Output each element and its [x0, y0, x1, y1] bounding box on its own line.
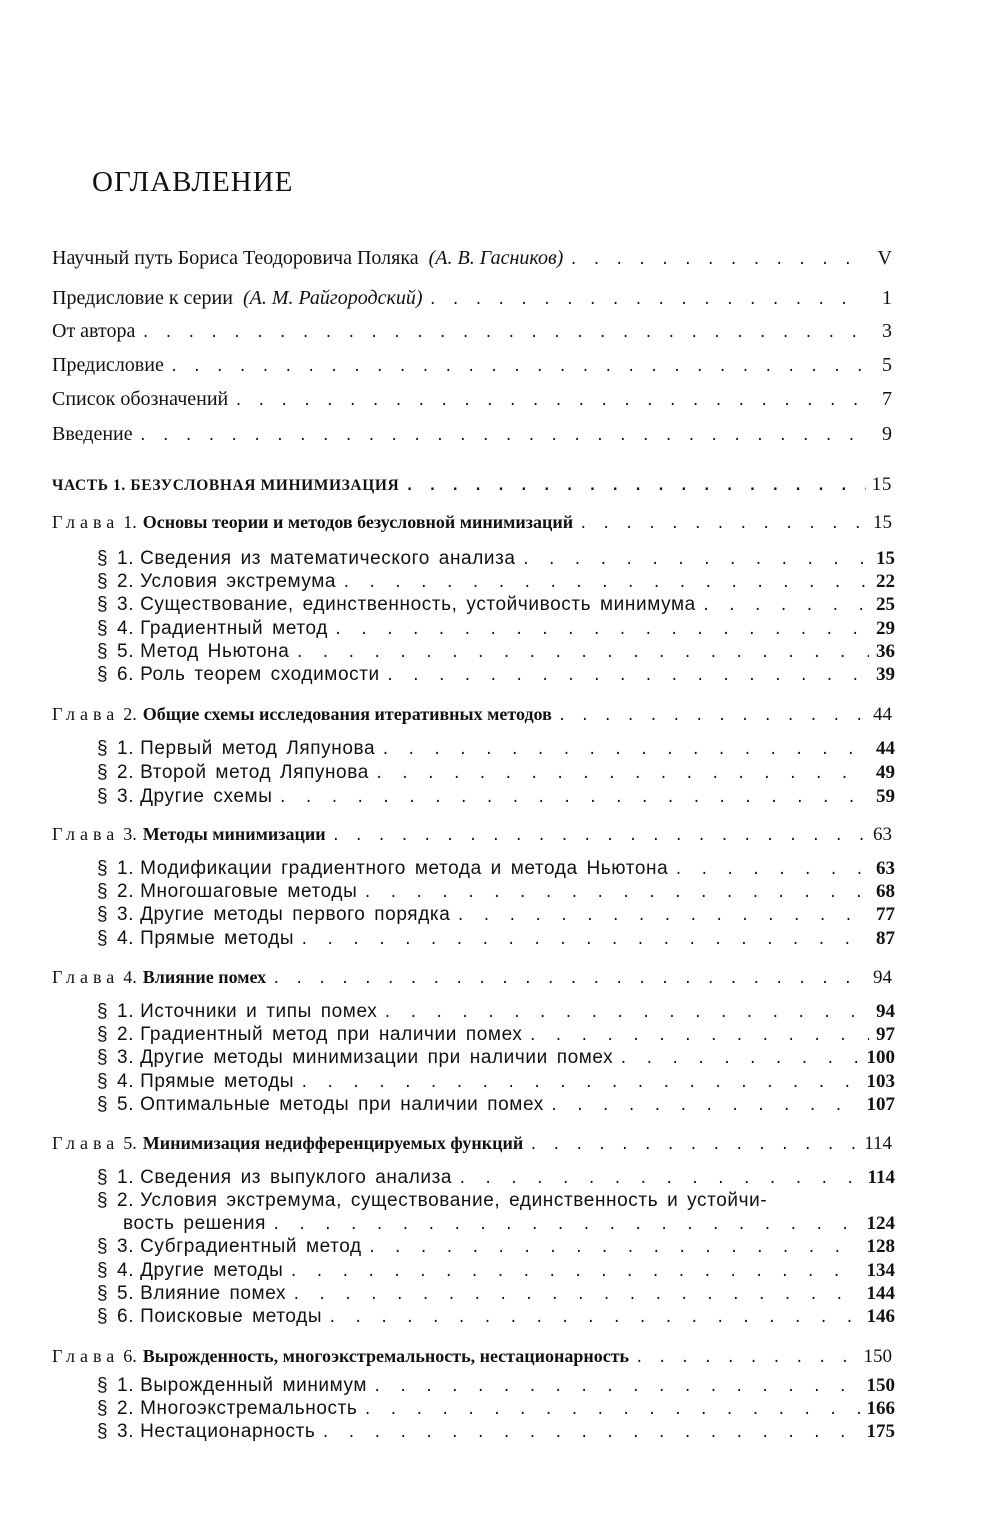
- chapter-label: Глава: [52, 824, 120, 844]
- toc-section: [97, 762, 895, 784]
- dot-leader: [375, 766, 869, 782]
- section-number: § 2.: [97, 1190, 135, 1211]
- dot-leader: [334, 622, 869, 638]
- dot-leader: [141, 325, 866, 341]
- dot-leader: [579, 516, 866, 532]
- dot-leader: [428, 292, 866, 308]
- section-number: § 1.: [97, 1167, 135, 1188]
- toc-chapter: [52, 967, 892, 989]
- toc-section-continuation: [97, 1213, 895, 1235]
- chapter-title: Основы теории и методов безусловной минимизаций: [142, 512, 574, 532]
- chapter-number: 6.: [123, 1346, 137, 1366]
- part-title: ЧАСТЬ 1. БЕЗУСЛОВНАЯ МИНИМИЗАЦИЯ: [52, 477, 400, 494]
- toc-entry: [52, 354, 892, 377]
- section-number: § 4.: [97, 618, 135, 639]
- toc-entry: [52, 423, 892, 446]
- toc-section: [97, 594, 895, 616]
- dot-leader: [674, 862, 869, 878]
- dot-leader: [272, 971, 866, 987]
- section-title: Другие методы: [140, 1260, 284, 1281]
- dot-leader: [321, 1425, 860, 1441]
- section-title: Роль теорем сходимости: [140, 664, 380, 685]
- chapter-label: Глава: [52, 512, 120, 532]
- toc-section: [97, 786, 895, 808]
- section-title: Сведения из математического анализа: [140, 548, 516, 569]
- toc-section: [97, 618, 895, 640]
- dot-leader: [405, 478, 865, 494]
- page-number: 68: [876, 881, 895, 902]
- toc-section: [97, 1190, 895, 1212]
- dot-leader: [278, 790, 869, 806]
- page-number: 39: [876, 664, 895, 685]
- dot-leader: [139, 428, 866, 444]
- dot-leader: [272, 1217, 861, 1233]
- section-number: § 1.: [97, 1375, 135, 1396]
- page-number: 146: [866, 1306, 895, 1327]
- chapter-number: 3.: [123, 824, 137, 844]
- section-number: § 6.: [97, 664, 135, 685]
- section-number: § 3.: [97, 904, 135, 925]
- section-number: § 1.: [97, 1001, 135, 1022]
- section-title-continuation: вость решения: [123, 1213, 266, 1234]
- section-number: § 3.: [97, 594, 135, 615]
- page-number: 114: [867, 1167, 895, 1188]
- page-number: 144: [866, 1283, 895, 1304]
- section-title: Прямые методы: [140, 1071, 295, 1092]
- section-title: Существование, единственность, устойчивость минимума: [140, 594, 696, 615]
- toc-section: [97, 571, 895, 593]
- chapter-label: Глава: [52, 967, 120, 987]
- page-number: 166: [866, 1398, 895, 1419]
- page-number: 175: [866, 1421, 895, 1442]
- chapter-number: 4.: [123, 967, 137, 987]
- section-number: § 5.: [97, 1094, 135, 1115]
- section-title: Нестационарность: [140, 1421, 316, 1442]
- dot-leader: [702, 598, 869, 614]
- dot-leader: [342, 575, 869, 591]
- section-number: § 1.: [97, 548, 135, 569]
- page-number: 63: [876, 858, 895, 879]
- entry-title: Предисловие к серии: [52, 287, 233, 309]
- toc-section: [97, 904, 895, 926]
- section-title: Второй метод Ляпунова: [140, 762, 369, 783]
- page-number: 59: [876, 786, 895, 807]
- page-number: 29: [876, 618, 895, 639]
- section-number: § 2.: [97, 881, 135, 902]
- section-number: § 4.: [97, 928, 135, 949]
- toc-section: [97, 1398, 895, 1420]
- toc-section: [97, 1375, 895, 1397]
- dot-leader: [363, 1402, 860, 1418]
- section-number: § 3.: [97, 1421, 135, 1442]
- page-number: 134: [866, 1260, 895, 1281]
- dot-leader: [300, 1075, 860, 1091]
- section-number: § 2.: [97, 1024, 135, 1045]
- dot-leader: [458, 1171, 861, 1187]
- dot-leader: [332, 828, 866, 844]
- page-number: 22: [876, 571, 895, 592]
- section-number: § 3.: [97, 1047, 135, 1068]
- toc-chapter: [52, 1346, 892, 1368]
- toc-section: [97, 1167, 895, 1189]
- dot-leader: [635, 1350, 857, 1366]
- chapter-number: 5.: [123, 1133, 137, 1153]
- toc-entry: [52, 388, 892, 411]
- chapter-title: Общие схемы исследования итеративных методов: [142, 704, 552, 724]
- toc-section: [97, 1306, 895, 1328]
- page-number: V: [877, 247, 892, 269]
- page-number: 94: [876, 1001, 895, 1022]
- toc-section: [97, 1024, 895, 1046]
- entry-author: (А. В. Гасников): [428, 247, 564, 269]
- section-title: Источники и типы помех: [140, 1001, 378, 1022]
- chapter-title: Методы минимизации: [142, 824, 326, 844]
- section-title: Поисковые методы: [140, 1306, 323, 1327]
- section-title: Вырожденный минимум: [140, 1375, 368, 1396]
- chapter-number: 2.: [123, 704, 137, 724]
- section-title: Градиентный метод: [140, 618, 328, 639]
- dot-leader: [170, 359, 866, 375]
- section-title: Условия экстремума: [140, 571, 337, 592]
- page-number: 150: [866, 1375, 895, 1396]
- toc-section: [97, 548, 895, 570]
- section-title: Метод Ньютона: [140, 641, 290, 662]
- entry-title: Введение: [52, 423, 133, 445]
- page-number: 150: [863, 1346, 892, 1367]
- dot-leader: [522, 552, 869, 568]
- chapter-label: Глава: [52, 1133, 120, 1153]
- toc-section: [97, 664, 895, 686]
- page-number: 44: [876, 738, 895, 759]
- page-number: 114: [864, 1133, 892, 1154]
- section-number: § 6.: [97, 1306, 135, 1327]
- chapter-number: 1.: [123, 512, 137, 532]
- section-number: § 3.: [97, 786, 135, 807]
- page-number: 7: [882, 388, 892, 410]
- page-number: 97: [876, 1024, 895, 1045]
- toc-section: [97, 881, 895, 903]
- dot-leader: [368, 1240, 861, 1256]
- toc-section: [97, 1260, 895, 1282]
- page-number: 100: [866, 1047, 895, 1068]
- section-number: § 4.: [97, 1260, 135, 1281]
- section-number: § 2.: [97, 571, 135, 592]
- section-title: Многоэкстремальность: [140, 1398, 358, 1419]
- chapter-title: Влияние помех: [142, 967, 267, 987]
- page-number: 5: [882, 354, 892, 376]
- section-number: § 1.: [97, 738, 135, 759]
- entry-author: (А. М. Райгородский): [242, 287, 423, 309]
- toc-title: ОГЛАВЛЕНИЕ: [92, 166, 294, 198]
- toc-entry: [52, 287, 892, 310]
- entry-title: Предисловие: [52, 354, 164, 376]
- page-number: 3: [882, 320, 892, 342]
- dot-leader: [328, 1310, 860, 1326]
- toc-section: [97, 1094, 895, 1116]
- toc-section: [97, 738, 895, 760]
- entry-title: Научный путь Бориса Теодоровича Поляка: [52, 247, 419, 269]
- page-number: 49: [876, 762, 895, 783]
- page-number: 87: [876, 928, 895, 949]
- section-title: Влияние помех: [140, 1283, 287, 1304]
- dot-leader: [569, 252, 866, 268]
- toc-section: [97, 1421, 895, 1443]
- page-number: 77: [876, 904, 895, 925]
- section-title: Многошаговые методы: [140, 881, 358, 902]
- page-number: 15: [876, 548, 895, 569]
- page-number: 124: [866, 1213, 895, 1234]
- dot-leader: [456, 908, 869, 924]
- section-title: Сведения из выпуклого анализа: [140, 1167, 453, 1188]
- toc-section: [97, 858, 895, 880]
- toc-section: [97, 1283, 895, 1305]
- section-number: § 5.: [97, 641, 135, 662]
- section-line: [97, 1190, 895, 1212]
- section-number: § 3.: [97, 1236, 135, 1257]
- section-title: Другие схемы: [140, 786, 273, 807]
- toc-section: [97, 1236, 895, 1258]
- section-number: § 5.: [97, 1283, 135, 1304]
- entry-title: Список обозначений: [52, 388, 229, 410]
- dot-leader: [529, 1137, 858, 1153]
- section-number: § 2.: [97, 762, 135, 783]
- dot-leader: [381, 742, 869, 758]
- dot-leader: [373, 1379, 860, 1395]
- section-title: Первый метод Ляпунова: [140, 738, 376, 759]
- chapter-title: Минимизация недифференцируемых функций: [142, 1133, 524, 1153]
- section-title: Субградиентный метод: [140, 1236, 362, 1257]
- toc-section: [97, 1071, 895, 1093]
- toc-chapter: [52, 1133, 892, 1155]
- dot-leader: [528, 1028, 869, 1044]
- chapter-label: Глава: [52, 1346, 120, 1366]
- toc-section: [97, 1001, 895, 1023]
- dot-leader: [363, 885, 869, 901]
- dot-leader: [292, 1287, 860, 1303]
- section-title: Условия экстремума, существование, единственность и устойчи-: [140, 1190, 768, 1211]
- section-number: § 2.: [97, 1398, 135, 1419]
- page-number: 36: [876, 641, 895, 662]
- entry-title: От автора: [52, 320, 136, 342]
- dot-leader: [383, 1005, 869, 1021]
- section-title: Другие методы первого порядка: [140, 904, 451, 925]
- dot-leader: [550, 1098, 861, 1114]
- section-title: Модификации градиентного метода и метода Ньютона: [140, 858, 669, 879]
- section-title: Прямые методы: [140, 928, 295, 949]
- section-number: § 4.: [97, 1071, 135, 1092]
- chapter-label: Глава: [52, 704, 120, 724]
- page-number: 94: [873, 967, 892, 988]
- toc-section: [97, 928, 895, 950]
- toc-part: [52, 474, 892, 496]
- dot-leader: [234, 393, 866, 409]
- section-number: § 1.: [97, 858, 135, 879]
- page-number: 63: [873, 824, 892, 845]
- page-number: 15: [873, 512, 892, 533]
- dot-leader: [386, 668, 869, 684]
- dot-leader: [619, 1051, 860, 1067]
- chapter-title: Вырожденность, многоэкстремальность, нестационарность: [142, 1346, 630, 1366]
- dot-leader: [289, 1264, 860, 1280]
- page-number: 107: [866, 1094, 895, 1115]
- toc-chapter: [52, 824, 892, 846]
- page-number: 15: [871, 474, 892, 495]
- dot-leader: [300, 932, 869, 948]
- dot-leader: [295, 645, 869, 661]
- page-number: 25: [876, 594, 895, 615]
- toc-section: [97, 641, 895, 663]
- dot-leader: [558, 708, 866, 724]
- toc-section: [97, 1047, 895, 1069]
- page-number: 44: [873, 704, 892, 725]
- page-number: 9: [882, 423, 892, 445]
- toc-entry: [52, 320, 892, 343]
- section-title: Оптимальные методы при наличии помех: [140, 1094, 544, 1115]
- toc-chapter: [52, 512, 892, 534]
- section-title: Градиентный метод при наличии помех: [140, 1024, 523, 1045]
- page-number: 128: [866, 1236, 895, 1257]
- toc-entry: [52, 247, 892, 270]
- toc-chapter: [52, 704, 892, 726]
- section-title: Другие методы минимизации при наличии помех: [140, 1047, 614, 1068]
- page-number: 1: [882, 287, 892, 309]
- page-number: 103: [866, 1071, 895, 1092]
